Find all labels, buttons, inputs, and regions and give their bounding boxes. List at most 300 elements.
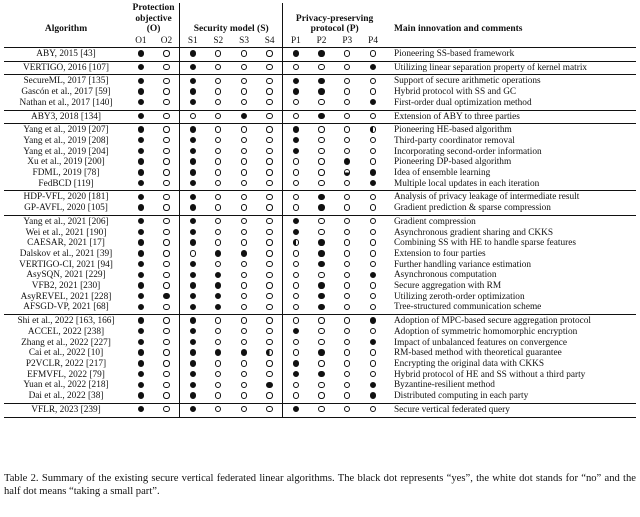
comment-text: First-order dual optimization method: [393, 97, 532, 108]
empty-dot-icon: [163, 328, 169, 334]
algorithm-name: Yang et al., 2019 [204]: [23, 146, 109, 157]
mark-cell-p2: [309, 249, 335, 260]
mark-cell-p3: [334, 75, 360, 87]
mark-cell-p2: [309, 168, 335, 179]
mark-cell-o2: [154, 359, 180, 370]
empty-dot-icon: [163, 169, 169, 175]
empty-dot-icon: [318, 148, 324, 154]
empty-dot-icon: [318, 392, 324, 398]
mark-cell-s4: [257, 203, 283, 215]
mark-cell-s3: [231, 124, 257, 136]
mark-cell-p3: [334, 391, 360, 403]
empty-dot-icon: [266, 371, 272, 377]
empty-dot-icon: [215, 382, 221, 388]
mark-cell-s3: [231, 359, 257, 370]
empty-dot-icon: [344, 148, 350, 154]
filled-dot-icon: [241, 349, 247, 355]
empty-dot-icon: [241, 194, 247, 200]
subheader-s4: S4: [257, 36, 283, 48]
empty-dot-icon: [266, 50, 272, 56]
mark-cell-p1: [283, 179, 309, 191]
half-dot-icon: [344, 169, 350, 175]
empty-dot-icon: [266, 148, 272, 154]
mark-cell-o2: [154, 270, 180, 281]
empty-dot-icon: [318, 99, 324, 105]
comment-text: Analysis of privacy leakage of intermediate result: [386, 191, 636, 203]
mark-cell-p2: [309, 147, 335, 158]
mark-cell-p2: [309, 338, 335, 349]
table-caption: Table 2. Summary of the existing secure vertical federated linear algorithms. The black dot represents “yes”, the white dot stands for “no” and the half dot means “taking a small part”.: [4, 473, 636, 497]
mark-cell-p3: [334, 191, 360, 203]
mark-cell-s1: [180, 292, 206, 303]
empty-dot-icon: [370, 371, 376, 377]
mark-cell-p4: [360, 391, 386, 403]
mark-cell-p2: [309, 136, 335, 147]
mark-cell-s2: [205, 338, 231, 349]
mark-cell-p2: [309, 157, 335, 168]
filled-dot-icon: [318, 78, 324, 84]
filled-dot-icon: [138, 360, 144, 366]
mark-cell-s4: [257, 124, 283, 136]
mark-cell-p3: [334, 270, 360, 281]
empty-dot-icon: [370, 261, 376, 267]
empty-dot-icon: [318, 169, 324, 175]
empty-dot-icon: [241, 317, 247, 323]
header-comments: Main innovation and comments: [393, 24, 523, 34]
mark-cell-s4: [257, 370, 283, 381]
mark-cell-p3: [334, 238, 360, 249]
empty-dot-icon: [266, 229, 272, 235]
mark-cell-p4: [360, 110, 386, 124]
empty-dot-icon: [370, 229, 376, 235]
subheader-s1: S1: [180, 36, 206, 48]
mark-cell-s4: [257, 315, 283, 327]
mark-cell-p3: [334, 403, 360, 417]
empty-dot-icon: [215, 339, 221, 345]
mark-cell-s4: [257, 191, 283, 203]
mark-cell-o1: [128, 238, 154, 249]
mark-cell-p1: [283, 338, 309, 349]
mark-cell-s2: [205, 157, 231, 168]
mark-cell-s3: [231, 110, 257, 124]
empty-dot-icon: [344, 50, 350, 56]
filled-dot-icon: [190, 317, 196, 323]
subheader-p4: P4: [360, 36, 386, 48]
mark-cell-p2: [309, 75, 335, 87]
filled-dot-icon: [190, 406, 196, 412]
mark-cell-s2: [205, 168, 231, 179]
empty-dot-icon: [344, 204, 350, 210]
mark-cell-s3: [231, 75, 257, 87]
empty-dot-icon: [163, 148, 169, 154]
comment-text: Utilizing zeroth-order optimization: [393, 291, 525, 302]
mark-cell-p1: [283, 348, 309, 359]
empty-dot-icon: [318, 64, 324, 70]
empty-dot-icon: [215, 180, 221, 186]
mark-cell-s1: [180, 124, 206, 136]
filled-dot-icon: [215, 272, 221, 278]
empty-dot-icon: [318, 406, 324, 412]
mark-cell-s3: [231, 391, 257, 403]
empty-dot-icon: [163, 137, 169, 143]
mark-cell-o2: [154, 302, 180, 314]
empty-dot-icon: [163, 317, 169, 323]
empty-dot-icon: [241, 218, 247, 224]
mark-cell-s3: [231, 348, 257, 359]
empty-dot-icon: [370, 148, 376, 154]
filled-dot-icon: [138, 64, 144, 70]
mark-cell-s4: [257, 238, 283, 249]
mark-cell-s4: [257, 403, 283, 417]
mark-cell-o2: [154, 191, 180, 203]
subheader-p2: P2: [309, 36, 335, 48]
comment-text: RM-based method with theoretical guarantee: [393, 348, 562, 359]
mark-cell-p4: [360, 302, 386, 314]
empty-dot-icon: [241, 261, 247, 267]
mark-cell-s2: [205, 136, 231, 147]
mark-cell-p3: [334, 348, 360, 359]
mark-cell-p1: [283, 249, 309, 260]
mark-cell-s2: [205, 238, 231, 249]
filled-dot-icon: [190, 328, 196, 334]
filled-dot-icon: [190, 180, 196, 186]
comment-text: Multiple local updates in each iteration: [393, 178, 540, 189]
mark-cell-p4: [360, 315, 386, 327]
mark-cell-s1: [180, 215, 206, 227]
mark-cell-p1: [283, 215, 309, 227]
filled-dot-icon: [138, 50, 144, 56]
filled-dot-icon: [138, 218, 144, 224]
algorithm-name: CAESAR, 2021 [17]: [27, 238, 105, 249]
mark-cell-s3: [231, 168, 257, 179]
empty-dot-icon: [370, 218, 376, 224]
mark-cell-s4: [257, 228, 283, 239]
empty-dot-icon: [163, 304, 169, 310]
subheader-p1: P1: [283, 36, 309, 48]
mark-cell-s3: [231, 136, 257, 147]
filled-dot-icon: [190, 261, 196, 267]
empty-dot-icon: [215, 328, 221, 334]
table-row: [4, 380, 636, 391]
empty-dot-icon: [266, 158, 272, 164]
mark-cell-o1: [128, 228, 154, 239]
empty-dot-icon: [266, 282, 272, 288]
mark-cell-p3: [334, 87, 360, 98]
mark-cell-p3: [334, 48, 360, 62]
empty-dot-icon: [293, 317, 299, 323]
mark-cell-p3: [334, 110, 360, 124]
filled-dot-icon: [318, 261, 324, 267]
empty-dot-icon: [190, 250, 196, 256]
algorithm-name: VERTIGO, 2016 [107]: [4, 61, 128, 75]
header-privacy: Privacy-preserving protocol (P): [283, 3, 386, 36]
empty-dot-icon: [293, 382, 299, 388]
algorithm-name: Cai et al., 2022 [10]: [28, 348, 104, 359]
comment-text: Adoption of symmetric homomorphic encryption: [393, 326, 578, 337]
empty-dot-icon: [163, 406, 169, 412]
table-row: [4, 249, 636, 260]
algorithm-name: SecureML, 2017 [135]: [4, 75, 128, 87]
empty-dot-icon: [318, 218, 324, 224]
empty-dot-icon: [215, 137, 221, 143]
filled-dot-icon: [370, 382, 376, 388]
mark-cell-s4: [257, 179, 283, 191]
mark-cell-p3: [334, 61, 360, 75]
filled-dot-icon: [190, 126, 196, 132]
mark-cell-p3: [334, 203, 360, 215]
mark-cell-p4: [360, 338, 386, 349]
empty-dot-icon: [318, 360, 324, 366]
empty-dot-icon: [318, 126, 324, 132]
mark-cell-p2: [309, 61, 335, 75]
table-row: [4, 203, 636, 215]
filled-dot-icon: [190, 304, 196, 310]
empty-dot-icon: [241, 148, 247, 154]
mark-cell-p1: [283, 270, 309, 281]
empty-dot-icon: [266, 239, 272, 245]
filled-dot-icon: [138, 261, 144, 267]
comment-text: Support of secure arithmetic operations: [386, 75, 636, 87]
filled-dot-icon: [138, 204, 144, 210]
comment-text: Asynchronous gradient sharing and CKKS: [393, 227, 554, 238]
empty-dot-icon: [344, 78, 350, 84]
empty-dot-icon: [266, 218, 272, 224]
mark-cell-o1: [128, 380, 154, 391]
empty-dot-icon: [241, 88, 247, 94]
mark-cell-s3: [231, 179, 257, 191]
mark-cell-s4: [257, 215, 283, 227]
mark-cell-o1: [128, 338, 154, 349]
empty-dot-icon: [163, 88, 169, 94]
mark-cell-p1: [283, 48, 309, 62]
comment-text: Secure vertical federated query: [386, 403, 636, 417]
mark-cell-p2: [309, 191, 335, 203]
filled-dot-icon: [190, 99, 196, 105]
mark-cell-o2: [154, 124, 180, 136]
mark-cell-o2: [154, 380, 180, 391]
mark-cell-p1: [283, 110, 309, 124]
mark-cell-p1: [283, 124, 309, 136]
comment-text: Pioneering HE-based algorithm: [386, 124, 636, 136]
mark-cell-s1: [180, 191, 206, 203]
mark-cell-s1: [180, 147, 206, 158]
algorithm-name: Yang et al., 2019 [207]: [4, 124, 128, 136]
mark-cell-s1: [180, 110, 206, 124]
empty-dot-icon: [344, 272, 350, 278]
mark-cell-s1: [180, 136, 206, 147]
mark-cell-o2: [154, 315, 180, 327]
mark-cell-s3: [231, 203, 257, 215]
mark-cell-o1: [128, 281, 154, 292]
mark-cell-p2: [309, 302, 335, 314]
algorithm-name: Wei et al., 2021 [190]: [25, 227, 107, 238]
comment-text: Impact of unbalanced features on convergence: [393, 337, 567, 348]
mark-cell-o1: [128, 179, 154, 191]
empty-dot-icon: [241, 360, 247, 366]
empty-dot-icon: [215, 88, 221, 94]
empty-dot-icon: [293, 113, 299, 119]
comment-text: Third-party coordinator removal: [393, 135, 515, 146]
filled-dot-icon: [190, 169, 196, 175]
algorithm-name: Zhang et al., 2022 [227]: [21, 337, 111, 348]
mark-cell-s1: [180, 270, 206, 281]
mark-cell-s4: [257, 48, 283, 62]
mark-cell-p4: [360, 238, 386, 249]
empty-dot-icon: [163, 99, 169, 105]
empty-dot-icon: [266, 126, 272, 132]
mark-cell-p2: [309, 48, 335, 62]
mark-cell-s1: [180, 48, 206, 62]
mark-cell-s3: [231, 48, 257, 62]
mark-cell-p1: [283, 359, 309, 370]
table-row: [4, 147, 636, 158]
filled-dot-icon: [318, 250, 324, 256]
mark-cell-s4: [257, 359, 283, 370]
table-row: [4, 260, 636, 271]
mark-cell-o1: [128, 110, 154, 124]
empty-dot-icon: [241, 371, 247, 377]
filled-dot-icon: [138, 250, 144, 256]
empty-dot-icon: [370, 78, 376, 84]
mark-cell-s1: [180, 281, 206, 292]
mark-cell-s2: [205, 61, 231, 75]
empty-dot-icon: [215, 158, 221, 164]
filled-dot-icon: [293, 50, 299, 56]
empty-dot-icon: [370, 360, 376, 366]
empty-dot-icon: [344, 282, 350, 288]
filled-dot-icon: [370, 64, 376, 70]
filled-dot-icon: [190, 194, 196, 200]
mark-cell-o2: [154, 348, 180, 359]
mark-cell-p3: [334, 179, 360, 191]
comment-text: Encrypting the original data with CKKS: [393, 358, 544, 369]
subheader-blank: [4, 36, 128, 48]
mark-cell-o2: [154, 391, 180, 403]
filled-dot-icon: [318, 349, 324, 355]
empty-dot-icon: [163, 113, 169, 119]
mark-cell-o1: [128, 48, 154, 62]
empty-dot-icon: [293, 293, 299, 299]
algorithm-name: VFLR, 2023 [239]: [4, 403, 128, 417]
mark-cell-s3: [231, 238, 257, 249]
algorithm-name: AFSGD-VP, 2021 [68]: [23, 302, 109, 313]
table-body: [4, 48, 636, 418]
mark-cell-p1: [283, 168, 309, 179]
empty-dot-icon: [266, 317, 272, 323]
empty-dot-icon: [163, 250, 169, 256]
mark-cell-o2: [154, 228, 180, 239]
mark-cell-o2: [154, 403, 180, 417]
empty-dot-icon: [344, 382, 350, 388]
filled-dot-icon: [344, 158, 350, 164]
mark-cell-o1: [128, 292, 154, 303]
filled-dot-icon: [138, 180, 144, 186]
algorithm-name: VFB2, 2021 [230]: [31, 281, 101, 292]
filled-dot-icon: [370, 392, 376, 398]
comment-text: Extension to four parties: [393, 248, 486, 259]
empty-dot-icon: [370, 250, 376, 256]
mark-cell-p1: [283, 302, 309, 314]
mark-cell-s4: [257, 292, 283, 303]
mark-cell-o2: [154, 61, 180, 75]
mark-cell-o1: [128, 75, 154, 87]
filled-dot-icon: [293, 328, 299, 334]
mark-cell-s3: [231, 270, 257, 281]
algorithm-name: FedBCD [119]: [38, 178, 94, 189]
empty-dot-icon: [241, 304, 247, 310]
mark-cell-o2: [154, 203, 180, 215]
empty-dot-icon: [241, 169, 247, 175]
empty-dot-icon: [318, 272, 324, 278]
empty-dot-icon: [241, 339, 247, 345]
mark-cell-s1: [180, 157, 206, 168]
mark-cell-p1: [283, 87, 309, 98]
table-row: [4, 391, 636, 403]
empty-dot-icon: [215, 126, 221, 132]
empty-dot-icon: [344, 126, 350, 132]
mark-cell-s4: [257, 168, 283, 179]
empty-dot-icon: [344, 349, 350, 355]
empty-dot-icon: [266, 392, 272, 398]
empty-dot-icon: [163, 64, 169, 70]
mark-cell-o2: [154, 87, 180, 98]
mark-cell-p4: [360, 380, 386, 391]
algorithm-name: EFMVFL, 2022 [79]: [27, 369, 105, 380]
empty-dot-icon: [344, 229, 350, 235]
empty-dot-icon: [318, 339, 324, 345]
empty-dot-icon: [241, 50, 247, 56]
empty-dot-icon: [163, 194, 169, 200]
empty-dot-icon: [370, 158, 376, 164]
mark-cell-s3: [231, 61, 257, 75]
empty-dot-icon: [266, 304, 272, 310]
empty-dot-icon: [163, 371, 169, 377]
algorithm-name: Xu et al., 2019 [200]: [27, 157, 105, 168]
filled-dot-icon: [190, 218, 196, 224]
mark-cell-p2: [309, 348, 335, 359]
filled-dot-icon: [293, 371, 299, 377]
algorithm-name: GP-AVFL, 2020 [105]: [24, 203, 108, 214]
empty-dot-icon: [241, 99, 247, 105]
table-row: [4, 292, 636, 303]
mark-cell-p4: [360, 370, 386, 381]
filled-dot-icon: [138, 328, 144, 334]
empty-dot-icon: [215, 99, 221, 105]
empty-dot-icon: [344, 239, 350, 245]
filled-dot-icon: [293, 78, 299, 84]
filled-dot-icon: [138, 158, 144, 164]
mark-cell-p1: [283, 191, 309, 203]
empty-dot-icon: [370, 304, 376, 310]
filled-dot-icon: [190, 339, 196, 345]
table-row: [4, 75, 636, 87]
mark-cell-p4: [360, 348, 386, 359]
empty-dot-icon: [370, 194, 376, 200]
empty-dot-icon: [241, 328, 247, 334]
mark-cell-o2: [154, 157, 180, 168]
mark-cell-s1: [180, 75, 206, 87]
filled-dot-icon: [370, 272, 376, 278]
mark-cell-s1: [180, 348, 206, 359]
empty-dot-icon: [215, 229, 221, 235]
mark-cell-p3: [334, 124, 360, 136]
mark-cell-p3: [334, 327, 360, 338]
mark-cell-s2: [205, 75, 231, 87]
mark-cell-p4: [360, 228, 386, 239]
mark-cell-p3: [334, 136, 360, 147]
filled-dot-icon: [190, 392, 196, 398]
filled-dot-icon: [138, 126, 144, 132]
